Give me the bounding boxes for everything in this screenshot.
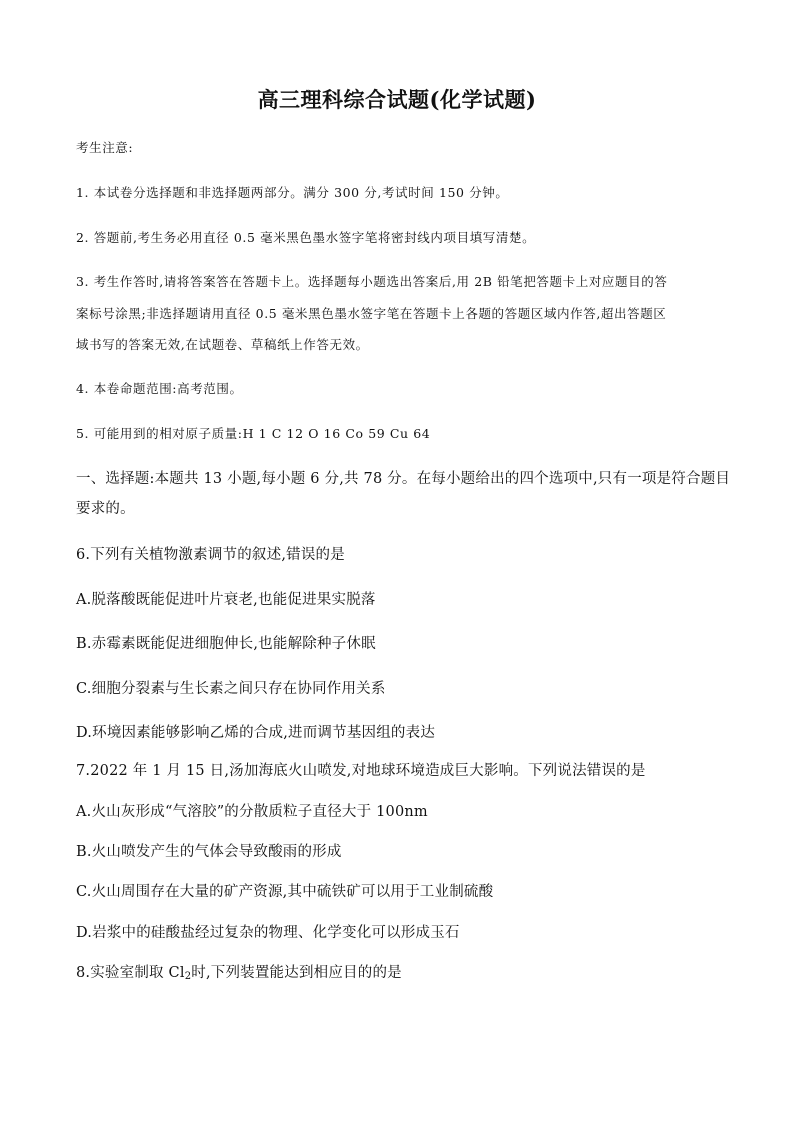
- notice-item-3-line1: 3. 考生作答时,请将答案答在答题卡上。选择题每小题选出答案后,用 2B 铅笔把答题卡上对应题目的答: [76, 274, 668, 289]
- notice-item-4: 4. 本卷命题范围:高考范围。: [76, 381, 243, 396]
- question-7-option-a: A.火山灰形成“气溶胶”的分散质粒子直径大于 100nm: [76, 804, 428, 820]
- question-6-option-b: B.赤霉素既能促进细胞伸长,也能解除种子休眠: [76, 636, 376, 652]
- section-heading-line1: 一、选择题:本题共 13 小题,每小题 6 分,共 78 分。在每小题给出的四个选项中,只有一项是符合题目: [76, 471, 731, 487]
- question-8-stem: [76, 961, 402, 982]
- question-7-option-d: D.岩浆中的硅酸盐经过复杂的物理、化学变化可以形成玉石: [76, 925, 460, 941]
- document-title: 高三理科综合试题(化学试题): [257, 87, 537, 112]
- question-7-option-b: B.火山喷发产生的气体会导致酸雨的形成: [76, 844, 342, 860]
- question-7-stem: 7.2022 年 1 月 15 日,汤加海底火山喷发,对地球环境造成巨大影响。下列说法错误的是: [76, 763, 646, 779]
- question-6-option-d: D.环境因素能够影响乙烯的合成,进而调节基因组的表达: [76, 725, 436, 741]
- notice-heading: 考生注意:: [76, 140, 134, 155]
- question-8-stem-suffix: 时,下列装置能达到相应目的的是: [191, 965, 402, 981]
- question-6-option-a: A.脱落酸既能促进叶片衰老,也能促进果实脱落: [76, 592, 376, 608]
- notice-item-3-line3: 域书写的答案无效,在试题卷、草稿纸上作答无效。: [76, 337, 369, 352]
- notice-item-2: 2. 答题前,考生务必用直径 0.5 毫米黑色墨水签字笔将密封线内项目填写清楚。: [76, 230, 536, 245]
- section-heading-line2: 要求的。: [76, 501, 135, 517]
- notice-item-3-line2: 案标号涂黑;非选择题请用直径 0.5 毫米黑色墨水签字笔在答题卡上各题的答题区域内作答,超出答题区: [76, 306, 667, 321]
- notice-item-5: 5. 可能用到的相对原子质量:H 1 C 12 O 16 Co 59 Cu 64: [76, 426, 431, 441]
- question-8-stem-prefix: 8.实验室制取 Cl: [76, 965, 185, 981]
- question-6-option-c: C.细胞分裂素与生长素之间只存在协同作用关系: [76, 681, 386, 697]
- question-7-option-c: C.火山周围存在大量的矿产资源,其中硫铁矿可以用于工业制硫酸: [76, 884, 494, 900]
- question-6-stem: 6.下列有关植物激素调节的叙述,错误的是: [76, 547, 345, 563]
- question-8-subscript: 2: [184, 971, 192, 982]
- notice-item-1: 1. 本试卷分选择题和非选择题两部分。满分 300 分,考试时间 150 分钟。: [76, 185, 509, 200]
